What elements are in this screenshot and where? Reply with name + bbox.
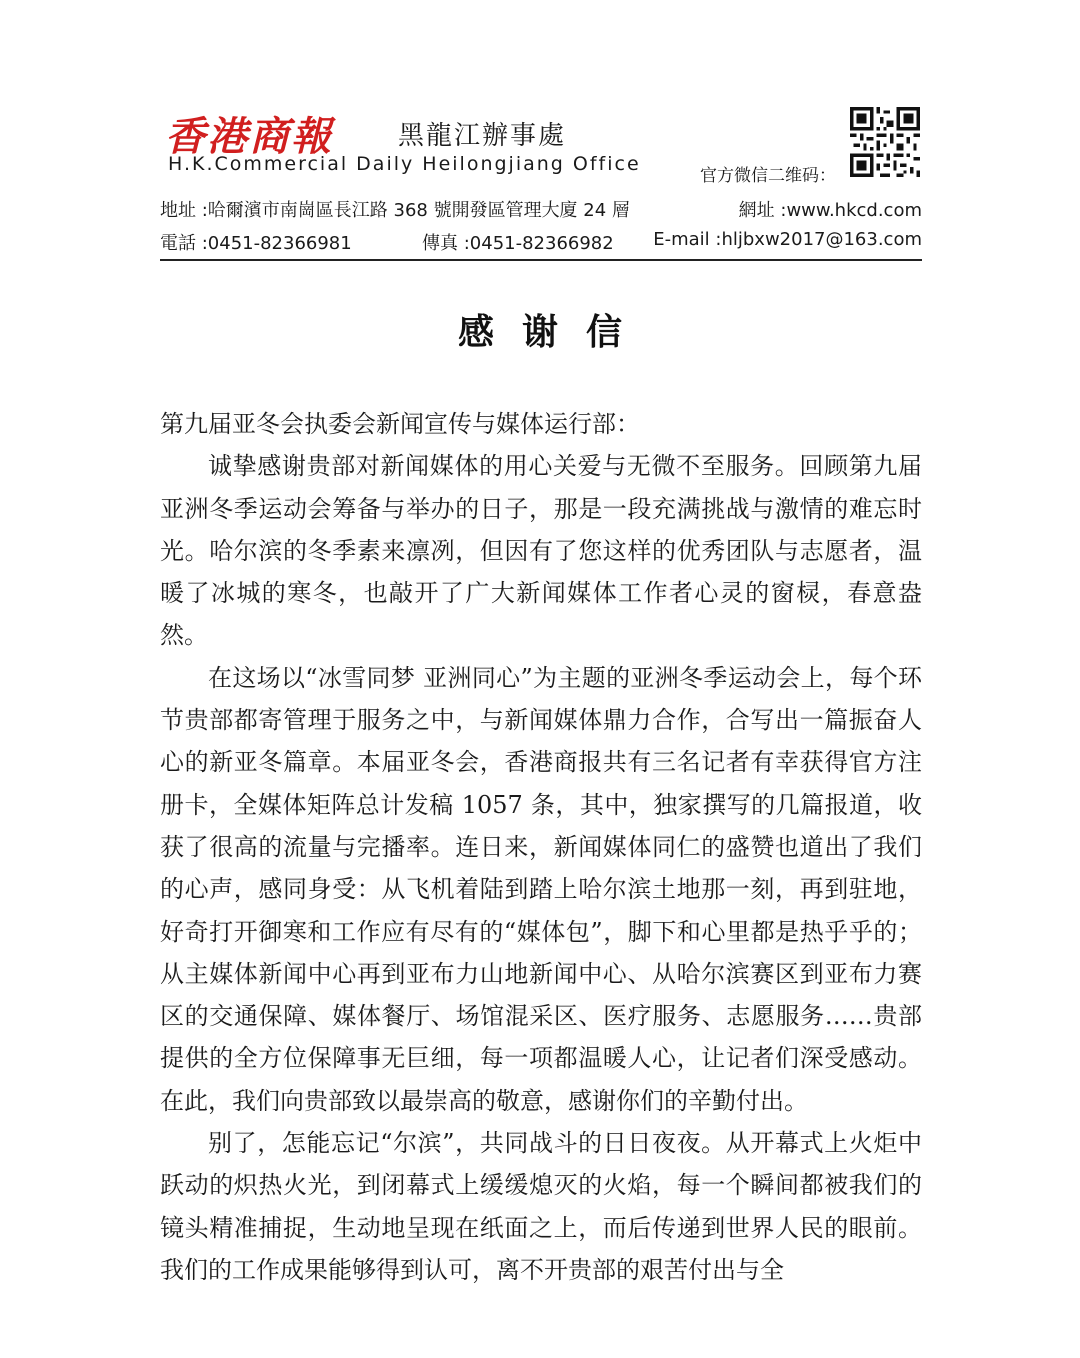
qr-code-icon [850, 107, 920, 177]
fax: 傳真 :0451-82366982 [422, 233, 614, 254]
address-line [160, 196, 922, 222]
salutation: 第九届亚冬会执委会新闻宣传与媒体运行部： [160, 410, 640, 438]
letterhead [160, 95, 922, 265]
letterhead-divider [160, 259, 922, 261]
contact-line [160, 229, 922, 255]
address: 地址 :哈爾濱市南崗區長江路 368 號開發區管理大廈 24 層 [160, 200, 630, 221]
paragraph-2: 在这场以“冰雪同梦 亚洲同心”为主题的亚洲冬季运动会上，每个环节贵部都寄管理于服务之中，与新闻媒体鼎力合作，合写出一篇振奋人心的新亚冬篇章。本届亚冬会，香港商报共有三名记者有幸获得官方注册卡，全媒体矩阵总计发稿 1057 条，其中，独家撰写的几篇报道，收获了很高的流量与完播率。连日来，新闻媒体同仁的盛赞也道出了我们的心声，感同身受：从飞机着陆到踏上哈尔滨土地那一刻，再到驻地，好奇打开御寒和工作应有尽有的“媒体包”，脚下和心里都是热乎乎的；从主媒体新闻中心再到亚布力山地新闻中心、从哈尔滨赛区到亚布力赛区的交通保障、媒体餐厅、场馆混采区、医疗服务、志愿服务……贵部提供的全方位保障事无巨细，每一项都温暖人心，让记者们深受感动。在此，我们向贵部致以最崇高的敬意，感谢你们的辛勤付出。 [160, 663, 922, 1115]
office-english-name: H.K.Commercial Daily Heilongjiang Office [168, 153, 641, 175]
paragraph-3: 别了，怎能忘记“尔滨”，共同战斗的日日夜夜。从开幕式上火炬中跃动的炽热火光，到闭幕式上缓缓熄灭的火焰，每一个瞬间都被我们的镜头精准捕捉，生动地呈现在纸面之上，而后传递到世界人民的眼前。我们的工作成果能够得到认可，离不开贵部的艰苦付出与全 [160, 1129, 922, 1284]
office-name: 黑龍江辦事處 [398, 121, 567, 151]
paragraph-1: 诚挚感谢贵部对新闻媒体的用心关爱与无微不至服务。回顾第九届亚洲冬季运动会筹备与举办的日子，那是一段充满挑战与激情的难忘时光。哈尔滨的冬季素来凛冽，但因有了您这样的优秀团队与志愿者，温暖了冰城的寒冬，也敲开了广大新闻媒体工作者心灵的窗棂，春意盎然。 [160, 452, 922, 650]
newspaper-logo: 香港商報 [165, 113, 333, 160]
letter-body [160, 403, 922, 1291]
website: 網址 :www.hkcd.com [738, 200, 922, 221]
letter-title: 感谢信 [457, 312, 650, 353]
phone: 電話 :0451-82366981 [160, 233, 352, 254]
qr-code-label: 官方微信二维码： [700, 166, 836, 186]
email: E-mail :hljbxw2017@163.com [653, 229, 922, 250]
